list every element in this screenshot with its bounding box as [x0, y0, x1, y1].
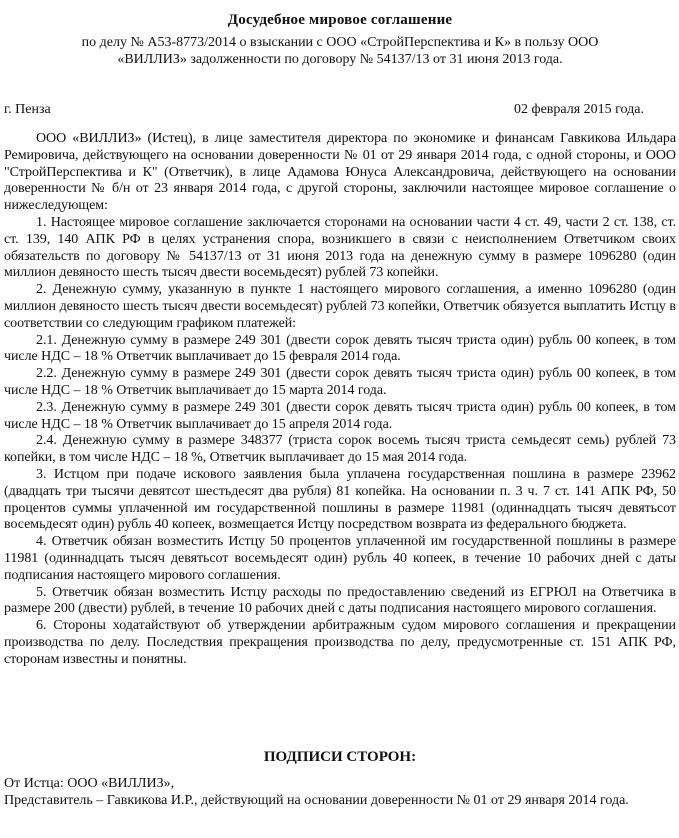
document-place: г. Пенза: [4, 102, 51, 117]
document-title: Досудебное мировое соглашение: [227, 12, 453, 28]
clause-4: 4. Ответчик обязан возместить Истцу 50 процентов уплаченной им государственной пошлины в размере 11981 (одиннадцать тысяч девятьсот восемьдесят один) рубль 40 копеек, в течение 10 рабочих дней с даты подписания настоящего мирового соглашения.: [4, 534, 676, 583]
preamble-paragraph: ООО «ВИЛЛИЗ» (Истец), в лице заместителя директора по экономике и финансам Гавкикова Ильдара Ремировича, действующего на основании доверенности № 01 от 29 января 2014 года, с одной стороны, и ООО "СтройПерспектива и К" (Ответчик), в лице Адамова Юнуса Александровича, действующего на основании доверенности № б/н от 23 января 2014 года, с другой стороны, заключили настоящее мировое соглашение о нижеследующем:: [4, 131, 676, 214]
document-subtitle-line-1: по делу № А53-8773/2014 о взыскании с ООО «СтройПерспектива и К» в пользу ООО: [81, 35, 599, 50]
clause-2-1: 2.1. Денежную сумму в размере 249 301 (двести сорок девять тысяч триста один) рубль 00 копеек, в том числе НДС – 18 % Ответчик выплачивает до 15 февраля 2014 года.: [4, 332, 676, 365]
document-date: 02 февраля 2015 года.: [514, 102, 644, 117]
clause-3: 3. Истцом при подаче искового заявления была уплачена государственная пошлина в размере 23962 (двадцать три тысячи девятсот шестьдесят два рубля) 81 копейка. На основании п. 3 ч. 7 ст. 141 АПК РФ, 50 процентов суммы уплаченной им государственной пошлины в размере 11981 (одиннадцать тысяч девятьсот восемьдесят один) рубль 40 копеек, возмещается Истцу посредством возврата из федерального бюджета.: [4, 466, 676, 533]
signature-line-plaintiff: От Истца: ООО «ВИЛЛИЗ»,: [4, 776, 175, 791]
document-subtitle-line-2: «ВИЛЛИЗ» задолженности по договору № 54137/13 от 31 июня 2013 года.: [117, 52, 563, 67]
clause-2: 2. Денежную сумму, указанную в пункте 1 настоящего мирового соглашения, а именно 1096280 (один миллион девяносто шесть тысяч двести восемьдесят) рублей 73 копейки, Ответчик обязуется выплатить Истцу в соответствии со следующим графиком платежей:: [4, 282, 676, 331]
clause-2-4: 2.4. Денежную сумму в размере 348377 (триста сорок восемь тысяч триста семьдесят семь) рублей 73 копейки, в том числе НДС – 18 %, Ответчик выплачивает до 15 мая 2014 года.: [4, 433, 676, 466]
document-body: [4, 131, 676, 669]
clause-2-2: 2.2. Денежную сумму в размере 249 301 (двести сорок девять тысяч триста один) рубль 00 копеек, в том числе НДС – 18 % Ответчик выплачивает до 15 марта 2014 года.: [4, 366, 676, 398]
signatures-block: [4, 775, 676, 809]
clause-5: 5. Ответчик обязан возместить Истцу расходы по предоставлению сведений из ЕГРЮЛ на Ответчика в размере 200 (двести) рублей, в течение 10 рабочих дней с даты подписания настоящего мирового соглашения.: [4, 584, 676, 617]
signatures-heading: ПОДПИСИ СТОРОН:: [263, 749, 417, 765]
clause-6: 6. Стороны ходатайствуют об утверждении арбитражным судом мирового соглашения и прекращении производства по делу. Последствия прекращения производства по делу, предусмотренные ст. 151 АПК РФ, сторонам известны и понятны.: [4, 618, 676, 667]
clause-1: 1. Настоящее мировое соглашение заключается сторонами на основании части 4 ст. 49, части 2 ст. 138, ст. ст. 139, 140 АПК РФ в целях устранения спора, возникшего в связи с неисполнением Ответчиком своих обязательств по договору № 54137/13 от 31 июня 2013 года на денежную сумму в размере 1096280 (один миллион девяносто шесть тысяч двести восемьдесят) рублей 73 копейки.: [4, 214, 676, 281]
clause-2-3: 2.3. Денежную сумму в размере 249 301 (двести сорок девять тысяч триста один) рубль 00 копеек, в том числе НДС – 18 % Ответчик выплачивает до 15 апреля 2014 года.: [4, 399, 676, 432]
signature-line-representative: Представитель – Гавкикова И.Р., действующий на основании доверенности № 01 от 29 января 2014 года.: [4, 793, 629, 808]
